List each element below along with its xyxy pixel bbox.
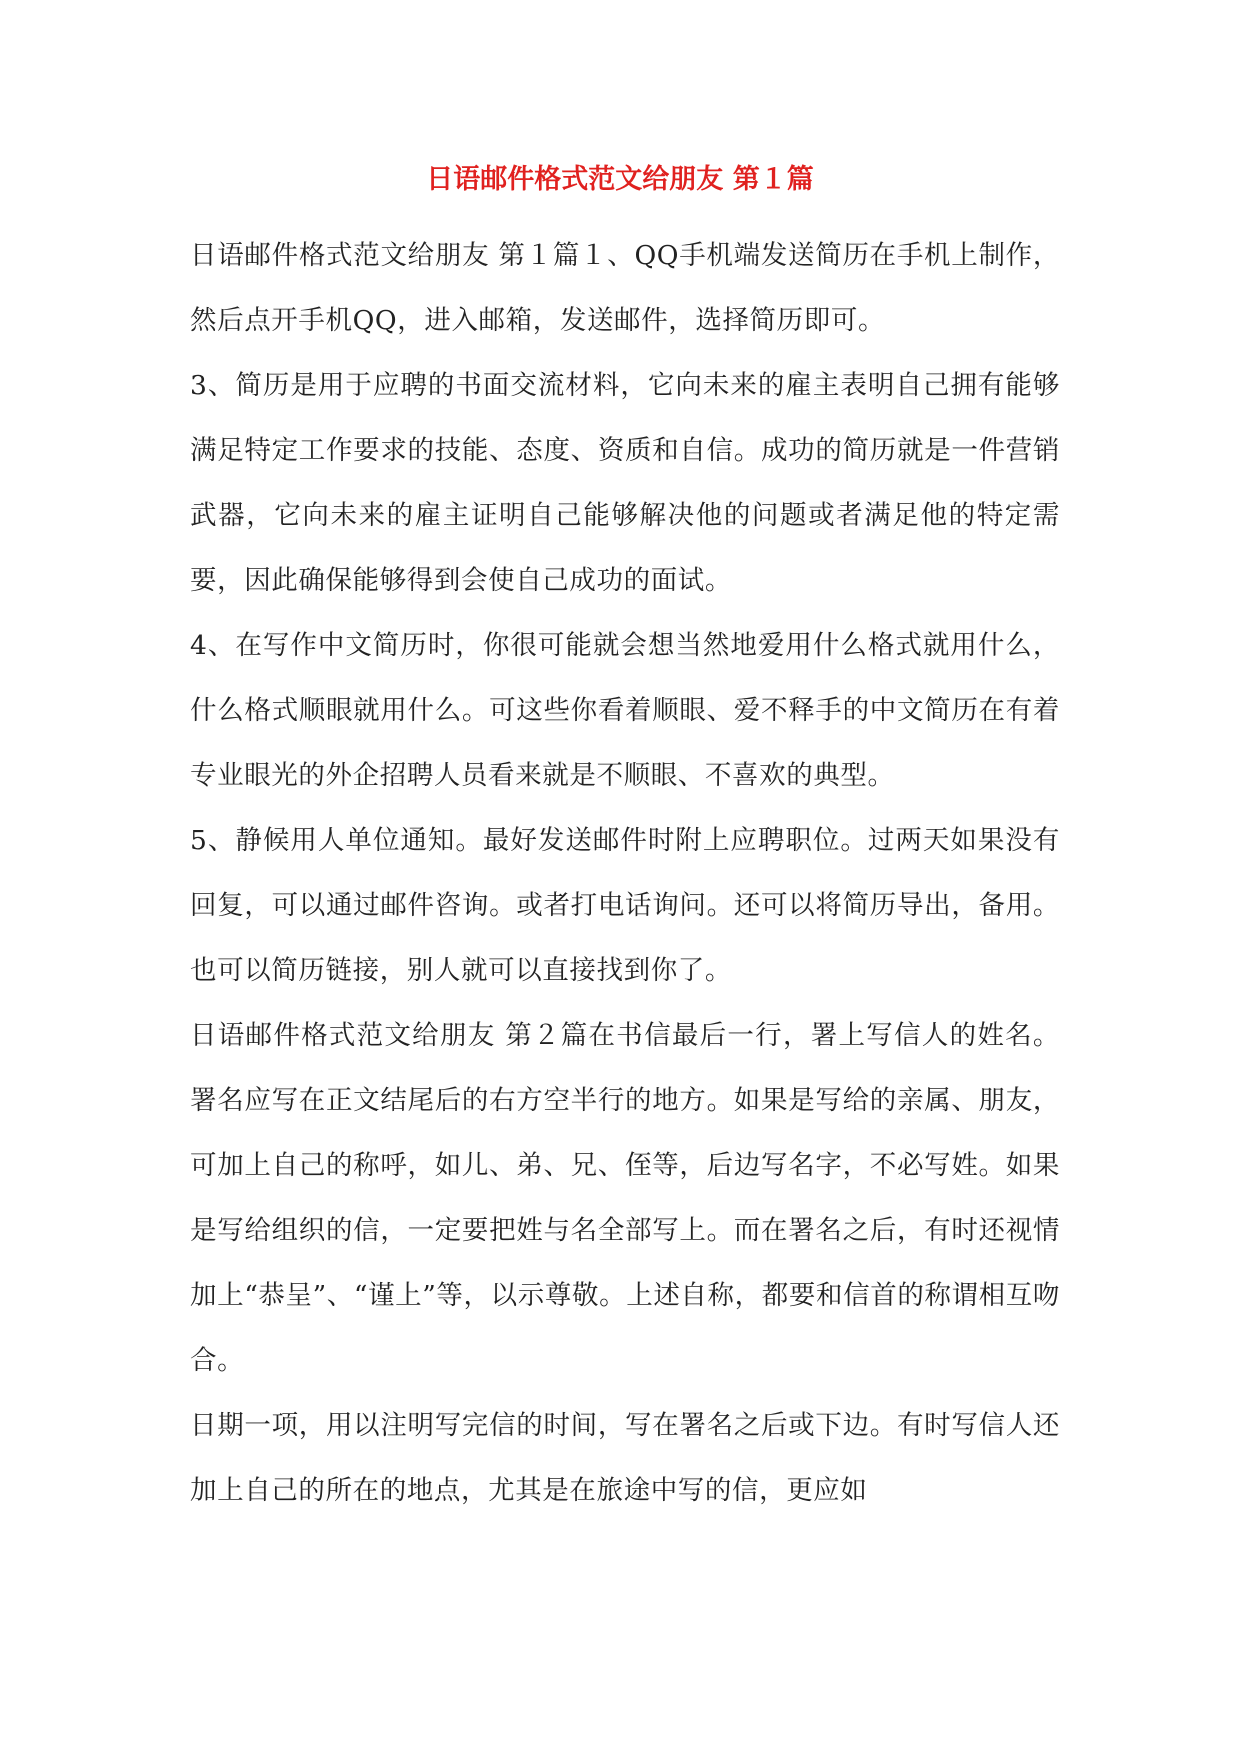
paragraph-6: 日期一项，用以注明写完信的时间，写在署名之后或下边。有时写信人还加上自己的所在的地点，尤其是在旅途中写的信，更应如 (190, 1410, 1060, 1506)
document-body (190, 223, 1060, 1523)
document-title: 日语邮件格式范文给朋友 第１篇 (426, 164, 814, 195)
paragraph-5: 日语邮件格式范文给朋友 第２篇在书信最后一行，署上写信人的姓名。署名应写在正文结尾后的右方空半行的地方。如果是写给的亲属、朋友，可加上自己的称呼，如儿、弟、兄、侄等，后边写名字，不必写姓。如果是写给组织的信，一定要把姓与名全部写上。而在署名之后，有时还视情加上“恭呈”、“谨上”等，以示尊敬。上述自称，都要和信首的称谓相互吻合。 (190, 1020, 1060, 1376)
paragraph-2: 3、简历是用于应聘的书面交流材料，它向未来的雇主表明自己拥有能够满足特定工作要求的技能、态度、资质和自信。成功的简历就是一件营销武器，它向未来的雇主证明自己能够解决他的问题或者满足他的特定需要，因此确保能够得到会使自己成功的面试。 (190, 370, 1060, 596)
paragraph-3: 4、在写作中文简历时，你很可能就会想当然地爱用什么格式就用什么，什么格式顺眼就用什么。可这些你看着顺眼、爱不释手的中文简历在有着专业眼光的外企招聘人员看来就是不顺眼、不喜欢的典型。 (190, 630, 1060, 791)
paragraph-4: 5、静候用人单位通知。最好发送邮件时附上应聘职位。过两天如果没有回复，可以通过邮件咨询。或者打电话询问。还可以将简历导出，备用。也可以简历链接，别人就可以直接找到你了。 (190, 825, 1060, 986)
paragraph-1: 日语邮件格式范文给朋友 第１篇１、QQ手机端发送简历在手机上制作，然后点开手机QQ，进入邮箱，发送邮件，选择简历即可。 (190, 240, 1060, 336)
